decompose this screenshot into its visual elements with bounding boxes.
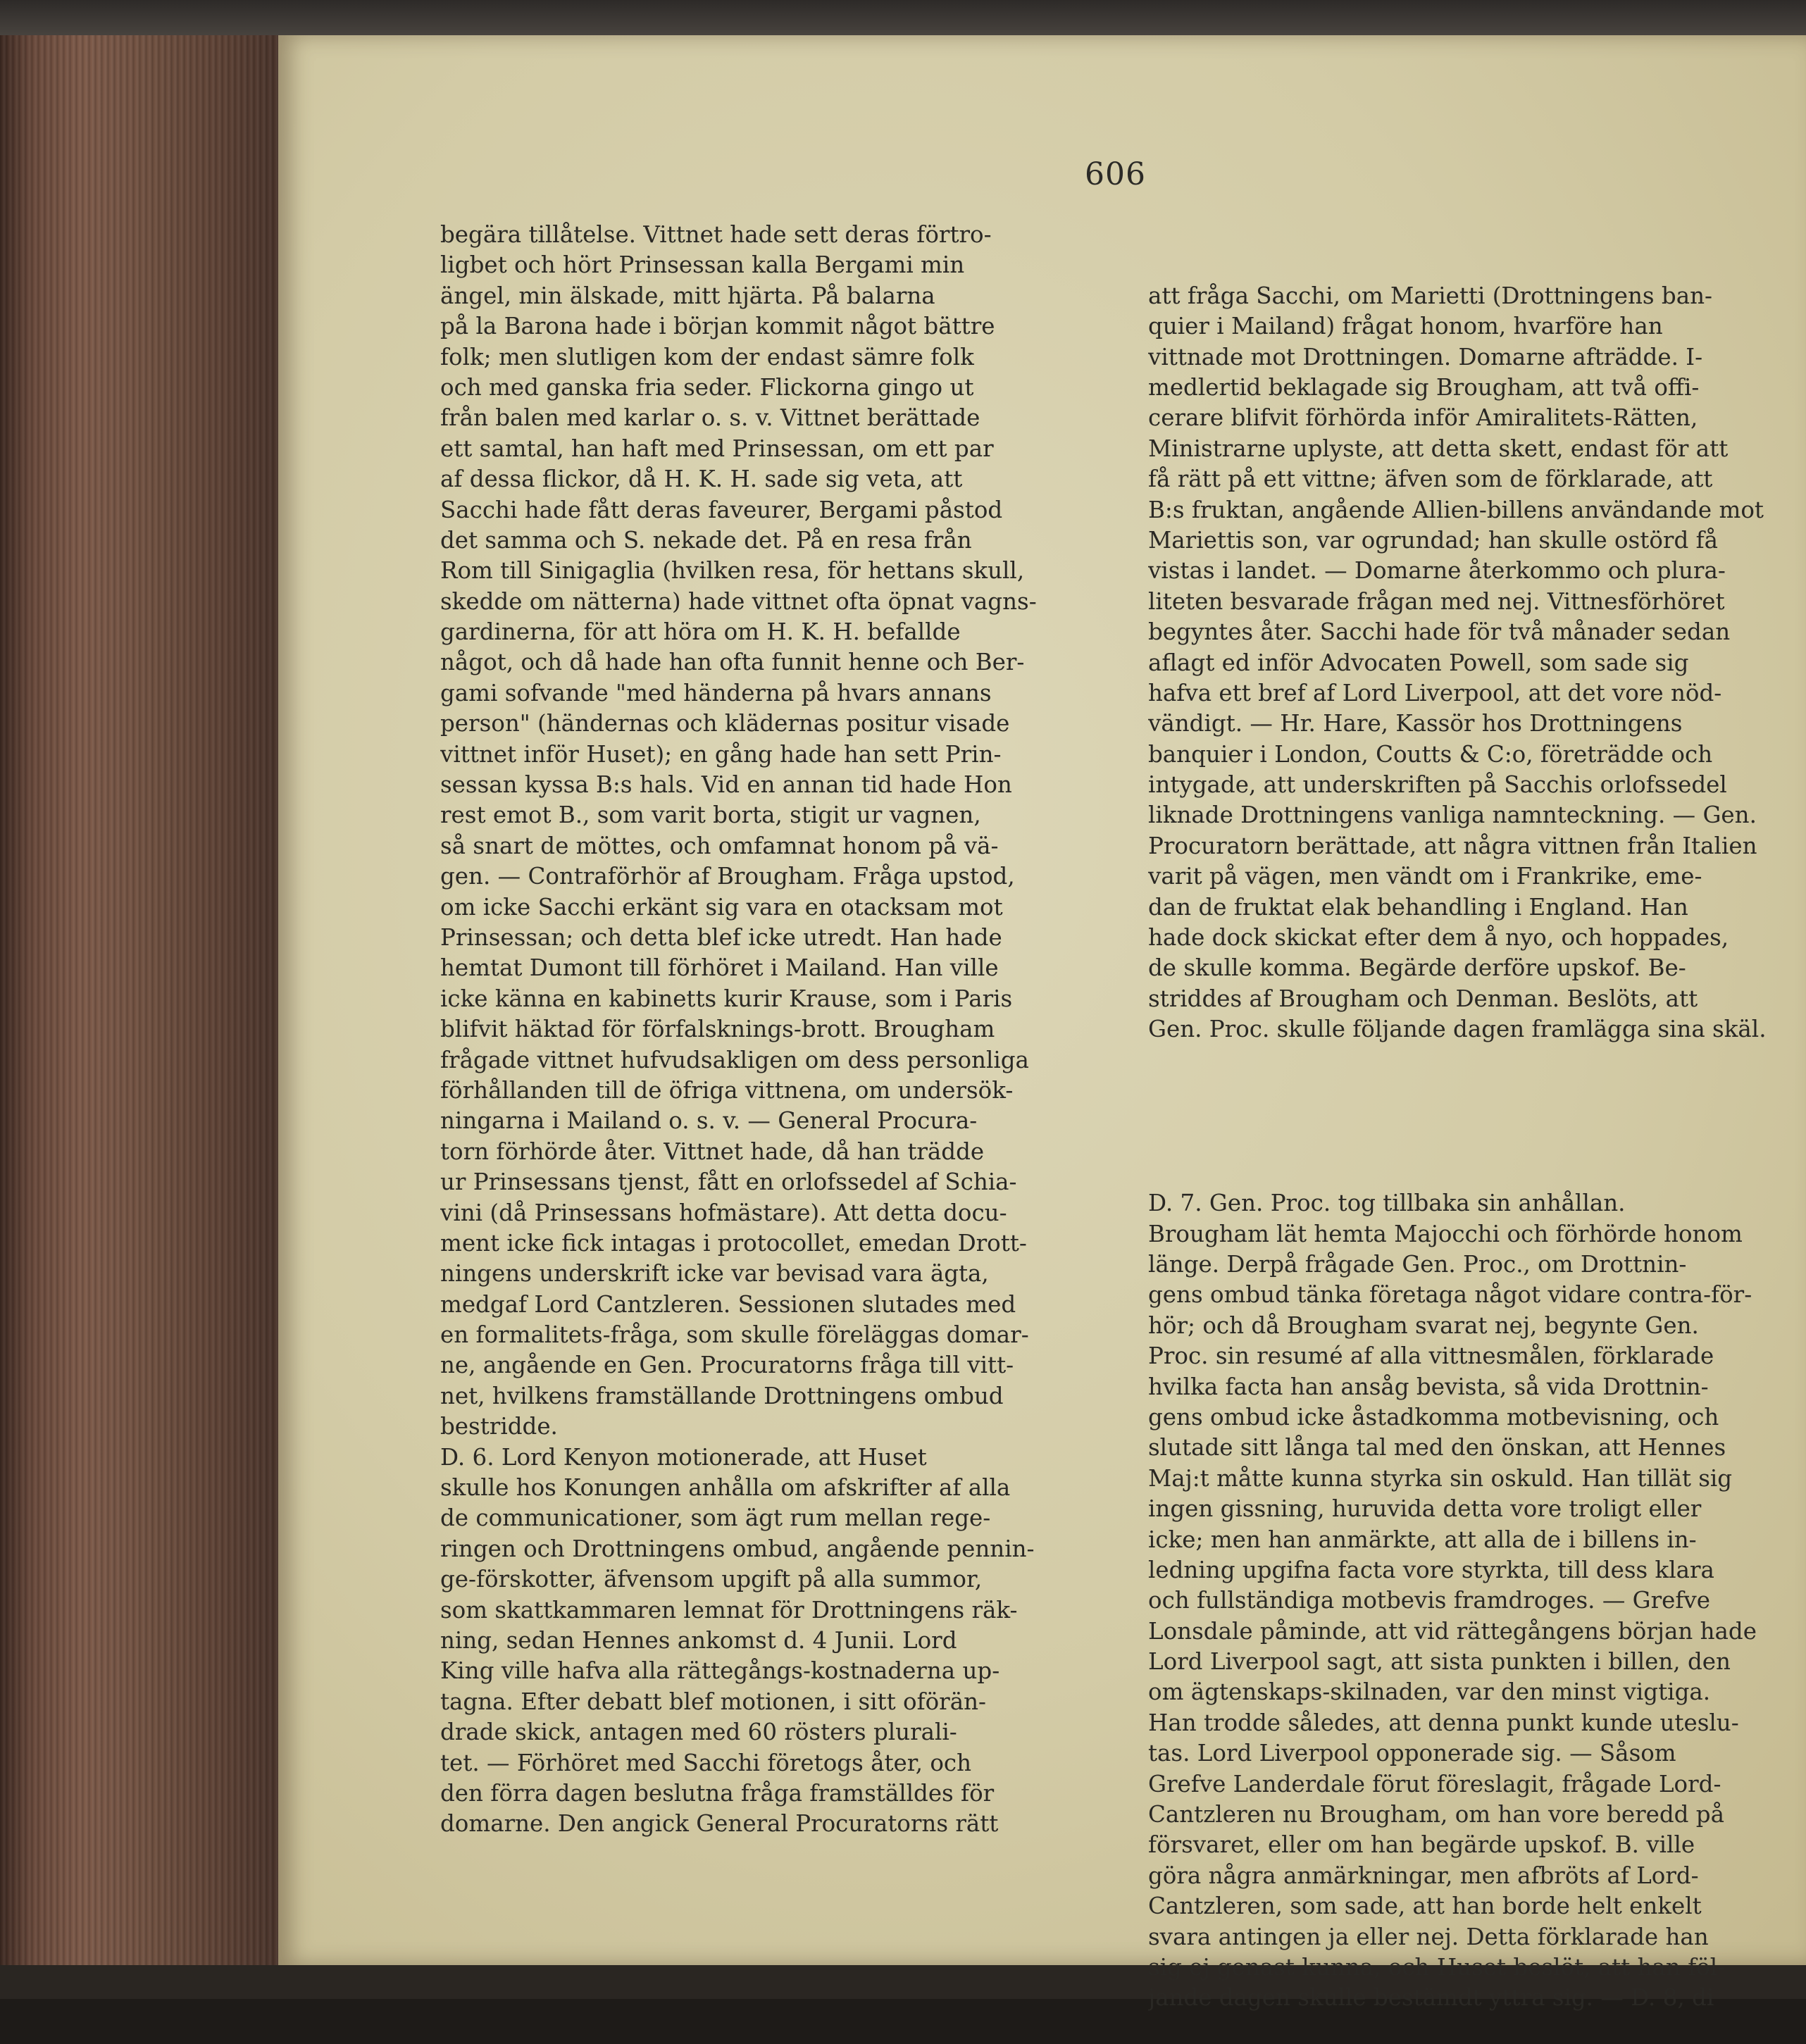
text-line: blifvit häktad för förfalsknings-brott. Brougham (440, 1016, 995, 1043)
text-line: sessan kyssa B:s hals. Vid en annan tid hade Hon (440, 771, 1012, 799)
text-line: hafva ett bref af Lord Liverpool, att det vore nöd- (1148, 679, 1722, 706)
text-line: de communicationer, som ägt rum mellan rege- (440, 1504, 991, 1532)
text-line: gens ombud icke åstadkomma motbevisning, och (1148, 1403, 1719, 1431)
text-line: begära tillåtelse. Vittnet hade sett deras förtro- (440, 221, 992, 248)
text-line: ur Prinsessans tjenst, fått en orlofssedel af Schia- (440, 1169, 1017, 1196)
book-page-edges (0, 35, 281, 1965)
left-text-column (440, 220, 1127, 1840)
text-line: net, hvilkens framställande Drottningens ombud (440, 1382, 1004, 1409)
text-line: striddes af Brougham och Denman. Beslöts, att (1148, 985, 1698, 1012)
text-line: Procuratorn berättade, att några vittnen från Italien (1148, 832, 1757, 859)
text-line: hade dock skickat efter dem å nyo, och hoppades, (1148, 924, 1729, 952)
text-line: tagna. Efter debatt blef motionen, i sitt oförän- (440, 1688, 986, 1715)
text-line: vändigt. — Hr. Hare, Kassör hos Drottningens (1148, 710, 1683, 737)
text-line: ingen gissning, huruvida detta vore troligt eller (1148, 1495, 1702, 1523)
text-line: ne, angående en Gen. Procuratorns fråga till vitt- (440, 1352, 1014, 1379)
text-line: så snart de möttes, och omfamnat honom på vä- (440, 832, 999, 859)
text-line: ängel, min älskade, mitt hjärta. På balarna (440, 282, 935, 309)
text-line: gami sofvande "med händerna på hvars annans (440, 679, 992, 706)
text-line: en formalitets-fråga, som skulle föreläggas domar- (440, 1321, 1029, 1349)
text-line: bestridde. (440, 1413, 558, 1440)
text-line: Prinsessan; och detta blef icke utredt. Han hade (440, 923, 1002, 951)
text-line: dan de fruktat elak behandling i England. Han (1148, 893, 1688, 921)
text-line: förhållanden till de öfriga vittnena, om undersök- (440, 1076, 1014, 1104)
text-line: drade skick, antagen med 60 rösters plurali- (440, 1719, 957, 1746)
text-line: svara antingen ja eller nej. Detta förklarade han (1148, 1923, 1709, 1950)
text-line: D. 6. Lord Kenyon motionerade, att Huset (440, 1443, 927, 1471)
text-line: varit på vägen, men vändt om i Frankrike, eme- (1148, 863, 1702, 890)
text-line: göra några anmärkningar, men afbröts af Lord- (1148, 1862, 1699, 1889)
text-line: quier i Mailand) frågat honom, hvarföre han (1148, 313, 1663, 340)
text-line: Brougham lät hemta Majocchi och förhörde honom (1148, 1220, 1743, 1247)
text-line: rest emot B., som varit borta, stigit ur vagnen, (440, 802, 981, 829)
text-line: folk; men slutligen kom der endast sämre folk (440, 343, 974, 370)
text-line: medlertid beklagade sig Brougham, att två offi- (1148, 373, 1700, 401)
text-line: Cantzleren, som sade, att han borde helt enkelt (1148, 1893, 1702, 1920)
text-line: af dessa flickor, då H. K. H. sade sig veta, att (440, 466, 963, 493)
text-line: gardinerna, för att höra om H. K. H. befallde (440, 618, 961, 646)
text-line: skedde om nätterna) hade vittnet ofta öpnat vagns- (440, 587, 1037, 615)
right-column-paragraph-2 (1148, 1188, 1796, 2014)
text-line: icke; men han anmärkte, att alla de i billens in- (1148, 1526, 1697, 1553)
text-line: King ville hafva alla rättegångs-kostnaderna up- (440, 1657, 1000, 1685)
page-number: 606 (1085, 156, 1146, 192)
text-line: hvilka facta han ansåg bevista, så vida Drottnin- (1148, 1373, 1709, 1400)
text-line: Proc. sin resumé af alla vittnesmålen, förklarade (1148, 1342, 1714, 1370)
text-line: liteten besvarade frågan med nej. Vittnesförhöret (1148, 587, 1725, 615)
text-line: person" (händernas och klädernas positur visade (440, 710, 1010, 737)
text-line: Lonsdale påminde, att vid rättegångens början hade (1148, 1617, 1757, 1645)
text-line: icke känna en kabinetts kurir Krause, som i Paris (440, 985, 1013, 1012)
text-line: ge-förskotter, äfvensom upgift på alla summor, (440, 1566, 983, 1593)
text-line: Gen. Proc. skulle följande dagen framlägga sina skäl. (1148, 1016, 1767, 1043)
text-line: cerare blifvit förhörda inför Amiralitets-Rätten, (1148, 404, 1698, 432)
text-line: tet. — Förhöret med Sacchi företogs åter, och (440, 1749, 972, 1776)
text-line: ringen och Drottningens ombud, angående pennin- (440, 1535, 1035, 1562)
text-line: domarne. Den angick General Procuratorns rätt (440, 1810, 999, 1838)
text-line: på la Barona hade i början kommit något bättre (440, 313, 995, 340)
text-line: skulle hos Konungen anhålla om afskrifter af alla (440, 1474, 1011, 1502)
text-line: ligbet och hört Prinsessan kalla Bergami min (440, 251, 965, 279)
text-line: sig ej genast kunna, och Huset beslöt, att han föl- (1148, 1953, 1726, 1981)
text-line: Cantzleren nu Brougham, om han vore beredd på (1148, 1801, 1724, 1828)
right-text-column (1148, 220, 1796, 2044)
text-line: och med ganska fria seder. Flickorna gingo ut (440, 373, 974, 401)
text-line: ett samtal, han haft med Prinsessan, om ett par (440, 435, 994, 462)
text-line: att fråga Sacchi, om Marietti (Drottningens ban- (1148, 282, 1712, 309)
text-line: ning, sedan Hennes ankomst d. 4 Junii. Lord (440, 1626, 957, 1654)
text-line: Han trodde således, att denna punkt kunde uteslu- (1148, 1709, 1739, 1736)
text-line: Sacchi hade fått deras faveurer, Bergami påstod (440, 496, 1003, 523)
text-line: B:s fruktan, angående Allien-billens användande mot (1148, 496, 1764, 523)
text-line: de skulle komma. Begärde derföre upskof. Be- (1148, 954, 1686, 982)
text-line: jande dagen skulle bestämdt yttra sig. — D. 8, di (1148, 1984, 1714, 2012)
text-line: gens ombud tänka företaga något vidare contra-för- (1148, 1281, 1752, 1309)
text-line: frågade vittnet hufvudsakligen om dess personliga (440, 1046, 1029, 1073)
text-line: ningarna i Mailand o. s. v. — General Procura- (440, 1107, 978, 1135)
text-line: gen. — Contraförhör af Brougham. Fråga upstod, (440, 863, 1015, 890)
text-line: länge. Derpå frågade Gen. Proc., om Drottnin- (1148, 1250, 1687, 1278)
text-line: hör; och då Brougham svarat nej, begynte Gen. (1148, 1311, 1699, 1339)
paragraph-gap (1148, 1106, 1796, 1127)
text-line: det samma och S. nekade det. På en resa från (440, 526, 972, 554)
text-line: Rom till Sinigaglia (hvilken resa, för hettans skull, (440, 557, 1025, 585)
text-line: liknade Drottningens vanliga namnteckning. — Gen. (1148, 802, 1757, 829)
text-line: försvaret, eller om han begärde upskof. B. ville (1148, 1831, 1695, 1859)
text-line: hemtat Dumont till förhöret i Mailand. Han ville (440, 954, 999, 982)
text-line: vistas i landet. — Domarne återkommo och plura- (1148, 557, 1726, 585)
text-line: aflagt ed inför Advocaten Powell, som sade sig (1148, 649, 1689, 676)
text-line: torn förhörde åter. Vittnet hade, då han trädde (440, 1138, 985, 1165)
text-line: intygade, att underskriften på Sacchis orlofssedel (1148, 771, 1727, 799)
text-line: Lord Liverpool sagt, att sista punkten i billen, den (1148, 1648, 1731, 1676)
right-column-paragraph-1 (1148, 281, 1796, 1045)
text-line: vittnet inför Huset); en gång hade han sett Prin- (440, 740, 1002, 768)
text-line: om ägtenskaps-skilnaden, var den minst vigtiga. (1148, 1678, 1711, 1706)
text-line: tas. Lord Liverpool opponerade sig. — Såsom (1148, 1740, 1676, 1767)
text-line: Mariettis son, var ogrundad; han skulle ostörd få (1148, 526, 1718, 554)
text-line: vittnade mot Drottningen. Domarne afträdde. I- (1148, 343, 1703, 370)
text-line: banquier i London, Coutts & C:o, företrädde och (1148, 740, 1713, 768)
text-line: Maj:t måtte kunna styrka sin oskuld. Han tillät sig (1148, 1464, 1733, 1492)
text-line: medgaf Lord Cantzleren. Sessionen slutades med (440, 1290, 1016, 1318)
scan-top-border (0, 0, 1806, 39)
text-line: Ministrarne uplyste, att detta skett, endast för att (1148, 435, 1729, 462)
text-line: få rätt på ett vittne; äfven som de förklarade, att (1148, 466, 1713, 493)
text-line: något, och då hade han ofta funnit henne och Ber- (440, 649, 1025, 676)
text-line: den förra dagen beslutna fråga framställdes för (440, 1779, 995, 1807)
text-line: ningens underskrift icke var bevisad vara ägta, (440, 1260, 989, 1288)
text-line: ment icke fick intagas i protocollet, emedan Drott- (440, 1229, 1027, 1257)
text-line: Grefve Landerdale förut föreslagit, frågade Lord- (1148, 1770, 1721, 1797)
text-line: om icke Sacchi erkänt sig vara en otacksam mot (440, 893, 1003, 921)
text-line: begyntes åter. Sacchi hade för två månader sedan (1148, 618, 1731, 646)
text-line: och fullständiga motbevis framdroges. — Grefve (1148, 1587, 1711, 1614)
text-line: D. 7. Gen. Proc. tog tillbaka sin anhållan. (1148, 1190, 1626, 1217)
text-line: som skattkammaren lemnat för Drottningens räk- (440, 1596, 1018, 1624)
text-line: slutade sitt långa tal med den önskan, att Hennes (1148, 1434, 1726, 1462)
text-line: ledning upgifna facta vore styrkta, till dess klara (1148, 1556, 1714, 1583)
text-line: från balen med karlar o. s. v. Vittnet berättade (440, 404, 980, 432)
text-line: vini (då Prinsessans hofmästare). Att detta docu- (440, 1199, 1007, 1226)
